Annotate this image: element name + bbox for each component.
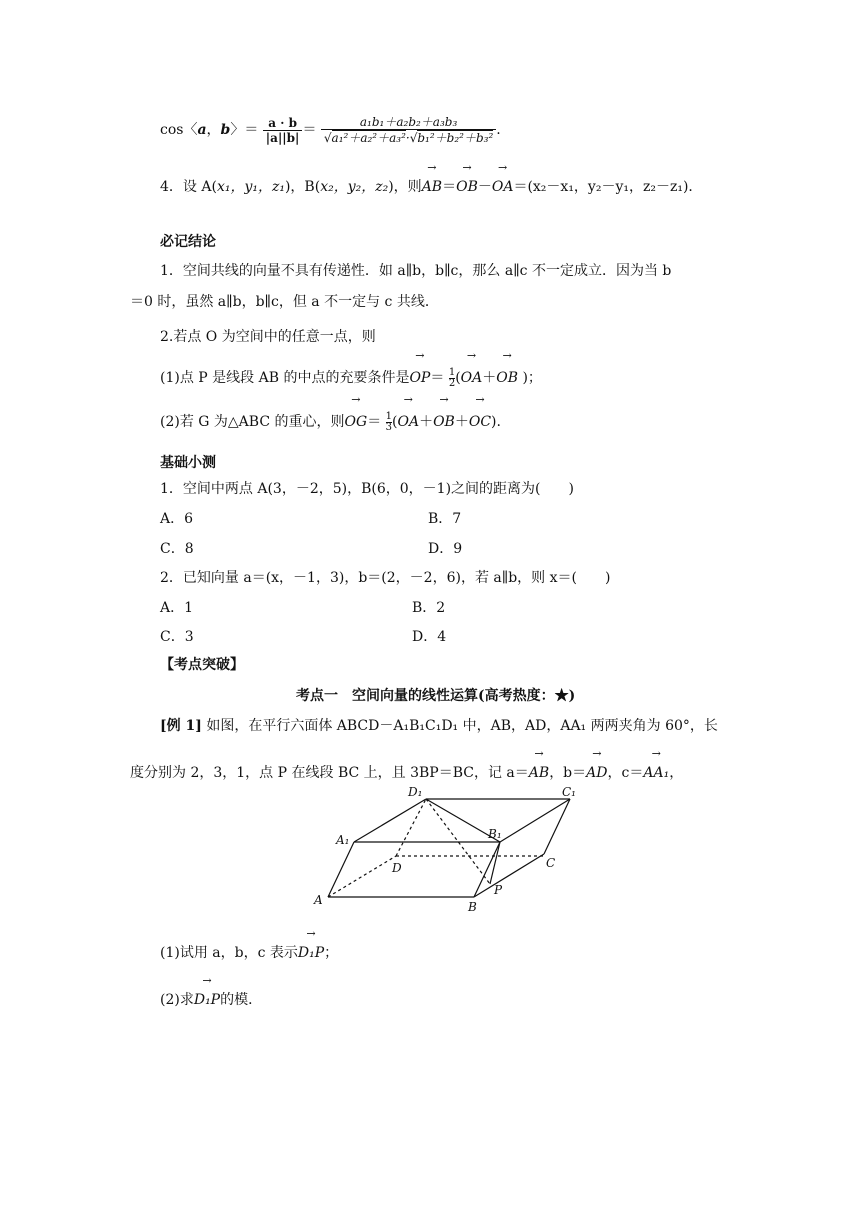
vector-OB-label: OB: [456, 179, 478, 195]
cos-formula: [160, 112, 501, 148]
quiz-heading: 基础小测: [160, 455, 216, 471]
breakthrough-heading: 【考点突破】: [160, 657, 244, 673]
vector-D1P-label: D₁P: [297, 945, 325, 961]
sub1-end: ；: [324, 945, 339, 961]
conclusion-2: 2.若点 O 为空间中的任意一点，则: [160, 329, 376, 345]
q2-option-d: D．4: [412, 629, 447, 645]
item-4-line: [160, 161, 703, 196]
sub2-end: 的模．: [220, 992, 263, 1008]
label-P: P: [494, 883, 503, 897]
vec-b: b: [220, 122, 231, 138]
quiz-question-2: 2．已知向量 a＝(x，－1，3)，b＝(2，－2，6)，若 a∥b，则 x＝( ): [160, 570, 611, 586]
example-text-1: 如图，在平行六面体 ABCD－A₁B₁C₁D₁ 中，AB，AD，AA₁ 两两夹角为 60°，长: [201, 718, 718, 734]
example-text-2: 度分别为 2，3，1，点 P 在线段 BC 上，且 3BP＝BC，记 a＝: [130, 765, 529, 781]
centroid-prefix: (2)若 G 为△ABC 的重心，则: [160, 414, 345, 430]
edge-A-A1: [328, 842, 354, 897]
vector-OB-2: → OB: [496, 349, 519, 386]
vector-OA-2: → OA: [460, 349, 483, 386]
sqrt-right: b₁²＋b₂²＋b₃²: [417, 131, 494, 145]
eq-2: ＝: [367, 414, 382, 430]
frac-den-2: 3: [385, 421, 393, 433]
cos-prefix: cos〈: [160, 122, 198, 138]
fraction-numerator: a · b: [263, 116, 303, 131]
vector-AB: → AB: [421, 161, 443, 195]
conclusion-2-1: [160, 349, 542, 390]
vector-D1P: → D₁P: [297, 927, 325, 961]
item4-eq: ＝: [442, 179, 457, 195]
vector-D1P-2: → D₁P: [193, 974, 221, 1008]
label-A1: A₁: [336, 833, 350, 847]
frac-den: 2: [448, 377, 456, 389]
vector-OB-3-label: OB: [433, 414, 455, 430]
label-B1: B₁: [488, 827, 502, 841]
item4-result: ＝(x₂－x₁，y₂－y₁，z₂－z₁)．: [513, 179, 703, 195]
sub2-prefix: (2)求: [160, 992, 194, 1008]
label-C1: C₁: [562, 785, 576, 799]
q1-option-a: A．6: [160, 511, 194, 527]
edge-A1-D1: [354, 799, 426, 842]
equals-sign: ＝: [302, 122, 317, 138]
example-line-1: [160, 717, 718, 735]
point-a-coords: x₁，y₁，z₁: [216, 179, 285, 195]
paren-close: )；: [518, 370, 542, 386]
q2-option-b: B．2: [412, 600, 446, 616]
frac-num-2: 1: [385, 410, 393, 422]
vector-OA-label: OA: [491, 179, 514, 195]
eq: ＝: [430, 370, 445, 386]
rhs-denominator: √a₁²＋a₂²＋a₃²·√b₁²＋b₂²＋b₃²: [323, 131, 494, 145]
parallelepiped-figure: [304, 784, 604, 914]
conclusions-heading: 必记结论: [160, 234, 216, 250]
paren-close-2: ).: [491, 414, 501, 430]
rhs-numerator: a₁b₁＋a₂b₂＋a₃b₃: [321, 115, 496, 130]
vector-AB-label: AB: [421, 179, 443, 195]
plus-2: ＋: [454, 414, 469, 430]
period: .: [496, 122, 501, 138]
plus: ＋: [482, 370, 497, 386]
item4-text-a: 4．设 A(: [160, 179, 217, 195]
paren-open: (: [455, 370, 461, 386]
vector-AD: → AD: [586, 747, 608, 781]
vector-AB-2-label: AB: [528, 765, 550, 781]
item4-minus: －: [477, 179, 492, 195]
plus-1: ＋: [419, 414, 434, 430]
coordinate-fraction: [321, 115, 496, 145]
conclusion-2-2: [160, 393, 501, 434]
vector-AB-2: → AB: [528, 747, 550, 781]
separator: ，: [206, 122, 221, 138]
paren-open-2: (: [392, 414, 398, 430]
vector-OA-2-label: OA: [460, 370, 483, 386]
vector-D1P-2-label: D₁P: [193, 992, 221, 1008]
label-C: C: [546, 856, 556, 870]
q1-option-d: D．9: [428, 541, 463, 557]
vector-OP-label: OP: [409, 370, 431, 386]
vec-a: a: [197, 122, 207, 138]
example-line-2: [130, 747, 684, 782]
mid-1: ，b＝: [549, 765, 587, 781]
item4-text-c: )，则: [388, 179, 422, 195]
q1-option-c: C．8: [160, 541, 194, 557]
vector-OB-2-label: OB: [496, 370, 519, 386]
label-B: B: [468, 900, 477, 914]
midpoint-prefix: (1)点 P 是线段 AB 的中点的充要条件是: [160, 370, 410, 386]
vector-AA1-label: AA₁: [643, 765, 670, 781]
vector-OG-label: OG: [344, 414, 368, 430]
vector-OC: → OC: [468, 393, 492, 430]
vector-OB-3: → OB: [433, 393, 455, 430]
sqrt-left: a₁²＋a₂²＋a₃²: [331, 131, 406, 145]
sub1-prefix: (1)试用 a，b，c 表示: [160, 945, 298, 961]
label-D1: D₁: [408, 785, 423, 799]
vector-OC-label: OC: [468, 414, 492, 430]
vector-AD-label: AD: [586, 765, 608, 781]
conclusion-1-line-1: 1．空间共线的向量不具有传递性．如 a∥b，b∥c，那么 a∥c 不一定成立．因为当 b: [160, 263, 672, 279]
fraction-denominator: |a||b|: [265, 130, 300, 145]
vector-AA1: → AA₁: [643, 747, 670, 781]
angle-close: 〉＝: [230, 122, 259, 138]
q2-option-c: C．3: [160, 629, 194, 645]
mid-2: ，c＝: [607, 765, 644, 781]
point-b-coords: x₂，y₂，z₂: [320, 179, 389, 195]
quiz-question-1: 1．空间中两点 A(3，－2，5)，B(6，0，－1)之间的距离为( ): [160, 481, 574, 497]
frac-num: 1: [448, 366, 456, 378]
vector-OP: → OP: [409, 349, 431, 386]
label-A: A: [314, 893, 323, 907]
vector-OB: → OB: [456, 161, 478, 195]
q1-option-b: B．7: [428, 511, 462, 527]
segment-B1-P: [490, 842, 500, 884]
label-D: D: [392, 861, 402, 875]
item4-text-b: )，B(: [284, 179, 321, 195]
sub-question-1: [160, 927, 339, 962]
vector-OA-3-label: OA: [397, 414, 420, 430]
conclusion-1-line-2: ＝0 时，虽然 a∥b，b∥c，但 a 不一定与 c 共线．: [130, 294, 439, 310]
end-2: ，: [669, 765, 684, 781]
example-label: [例 1]: [160, 718, 202, 734]
vector-OA-3: → OA: [397, 393, 420, 430]
vector-OG: → OG: [344, 393, 368, 430]
dot-product-fraction: [263, 116, 303, 145]
sub-question-2: [160, 974, 263, 1009]
topic-subheading: 考点一 空间向量的线性运算(高考热度：★): [296, 688, 576, 704]
q2-option-a: A．1: [160, 600, 194, 616]
vector-OA: → OA: [491, 161, 514, 195]
sqrt-dot: ·: [405, 131, 410, 145]
